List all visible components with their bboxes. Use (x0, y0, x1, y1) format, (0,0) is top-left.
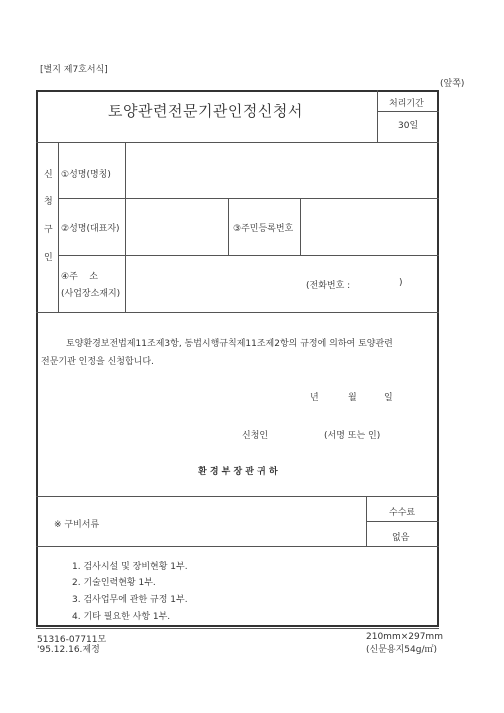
paper-type: (신문용지54g/㎡) (366, 645, 437, 655)
resident-number-label: ③주민등록번호 (233, 224, 294, 234)
phone-close: ) (399, 278, 403, 288)
fee-value: 없음 (392, 533, 410, 543)
document-item-1: 1. 검사시설 및 장비현황 1부. (72, 562, 188, 572)
address-label: ④주 소 (61, 272, 98, 282)
resident-number-field[interactable] (301, 199, 438, 255)
name-field[interactable] (126, 143, 438, 198)
paper-size: 210mm×297mm (366, 632, 443, 642)
representative-label: ②성명(대표자) (61, 224, 120, 234)
recipient: 환 경 부 장 관 귀 하 (198, 467, 278, 477)
form-title: 토양관련전문기관인정신청서 (108, 102, 303, 120)
date-month: 월 (348, 393, 357, 403)
form-number: [별지 제7호서식] (40, 65, 108, 75)
applicant-section-char-1: 신 (44, 170, 53, 180)
enactment-date: '95.12.16.제정 (37, 645, 100, 655)
document-item-4: 4. 기타 필요한 사항 1부. (72, 612, 171, 622)
date-year: 년 (310, 393, 319, 403)
form-code: 51316-07711모 (37, 635, 107, 645)
name-label: ①성명(명칭) (61, 170, 111, 180)
address-field[interactable] (126, 256, 438, 312)
page-side-label: (앞쪽) (440, 79, 465, 89)
phone-label: (전화번호 : (306, 281, 351, 291)
fee-label: 수수료 (389, 508, 416, 518)
applicant-section-char-2: 청 (44, 197, 53, 207)
body-text-line1: 토양환경보전법제11조제3항, 동법시행규칙제11조제2항의 규정에 의하여 토양관련 (66, 339, 393, 349)
required-documents-label: ※ 구비서류 (54, 520, 100, 530)
applicant-section-char-3: 구 (44, 225, 53, 235)
processing-period-label: 처리기간 (389, 99, 424, 109)
processing-period-value: 30일 (398, 121, 419, 131)
address-sublabel: (사업장소재지) (61, 289, 121, 299)
body-text-line2: 전문기관 인정을 신청합니다. (41, 357, 154, 367)
applicant-section-char-4: 인 (44, 253, 53, 263)
document-item-3: 3. 검사업무에 관한 규정 1부. (72, 595, 188, 605)
date-day: 일 (384, 393, 393, 403)
signature-placeholder: (서명 또는 인) (324, 431, 381, 441)
representative-field[interactable] (126, 199, 227, 255)
document-item-2: 2. 기술인력현황 1부. (72, 578, 156, 588)
signer-label: 신청인 (242, 431, 269, 441)
